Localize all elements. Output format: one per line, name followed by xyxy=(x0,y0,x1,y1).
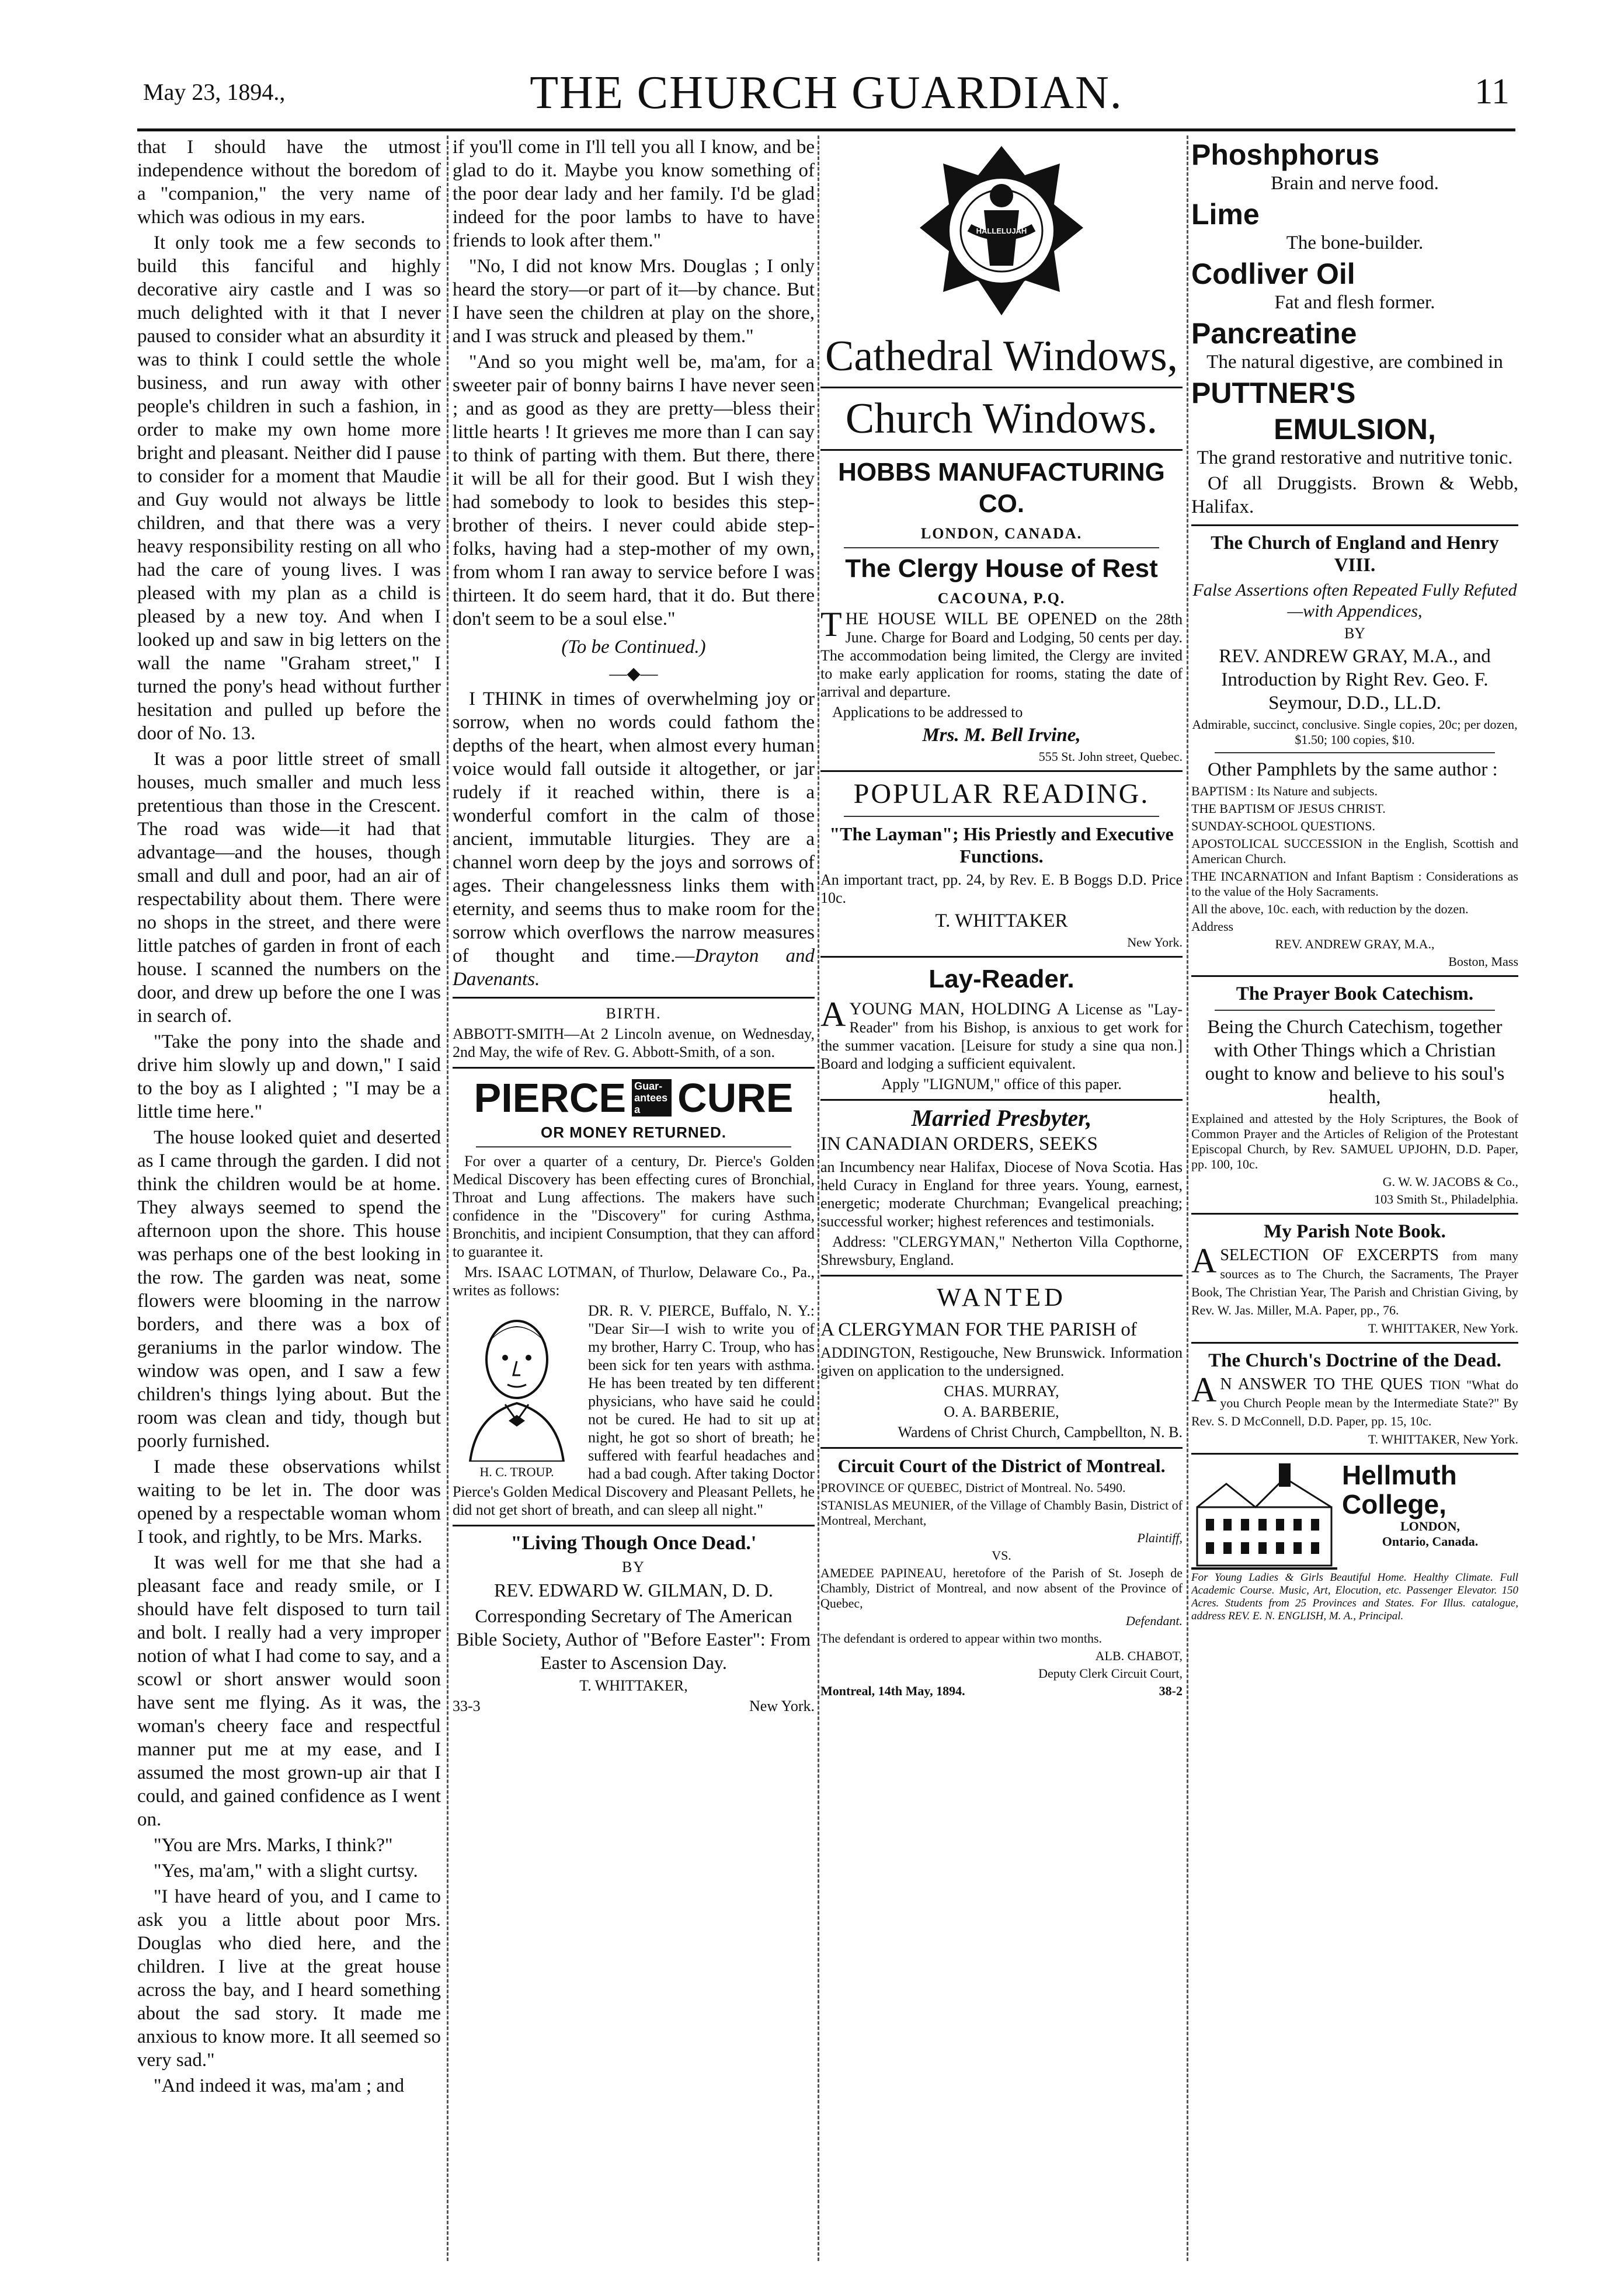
parish-head: SELECTION OF EXCERPTS xyxy=(1220,1246,1439,1264)
section-rule xyxy=(1191,1342,1518,1344)
to-be-continued: (To be Continued.) xyxy=(561,637,706,658)
court-province: PROVINCE OF QUEBEC, District of Montreal. No. 5490. xyxy=(820,1480,1126,1495)
pamphlet-item: THE INCARNATION and Infant Baptism : Considerations as to the value of the Holy Sacraments. xyxy=(1191,869,1518,899)
hellmuth-city: LONDON, xyxy=(1400,1519,1460,1533)
birth-heading: BIRTH. xyxy=(606,1005,662,1022)
lay-reader-title: Lay-Reader. xyxy=(929,965,1074,993)
story-paragraph: I made these observations whilst waiting to be let in. The door was opened by a respectable woman whom I took, and rightly, to be Mrs. Marks. xyxy=(137,1456,441,1547)
living-by: BY xyxy=(621,1559,646,1576)
newspaper-title: THE CHURCH GUARDIAN. xyxy=(530,67,1123,119)
wanted-title: WANTED xyxy=(937,1283,1066,1312)
lime-desc: The bone-builder. xyxy=(1286,232,1424,253)
story-paragraph: It was well for me that she had a pleasant face and ready smile, or I should have felt disposed to turn tail and bolt. I really had a very improper notion of what I had come to say, and a scowl or short answer would soon have sent me flying. As it was, the woman's cheery face and respectful manner put me at my ease, and I assumed the most grown-up air that I could, and gained confidence as I went on. xyxy=(137,1552,441,1830)
section-rule xyxy=(820,956,1183,958)
prayer-book-address: 103 Smith St., Philadelphia. xyxy=(1374,1192,1518,1206)
hobbs-manufacturing: HOBBS MANUFACTURING CO. xyxy=(838,458,1165,518)
section-rule xyxy=(844,816,1159,817)
court-plaintiff-label: Plaintiff, xyxy=(1137,1531,1183,1545)
cathedral-windows: Cathedral Windows, xyxy=(825,332,1178,380)
court-order: The defendant is ordered to appear within two months. xyxy=(820,1631,1103,1646)
pamphlet-item: BAPTISM : Its Nature and subjects. xyxy=(1191,784,1378,798)
wanted-body: ADDINGTON, Restigouche, New Brunswick. Information given on application to the undersigned. xyxy=(820,1344,1183,1379)
doctrine-title: The Church's Doctrine of the Dead. xyxy=(1208,1350,1501,1371)
masthead xyxy=(137,58,1515,131)
pierce-writer: Mrs. ISAAC LOTMAN, of Thurlow, Delaware Co., Pa., writes as follows: xyxy=(453,1264,815,1299)
layman-title: "The Layman"; His Priestly and Executive Functions. xyxy=(829,823,1174,867)
section-rule xyxy=(453,1067,815,1069)
parish-drop-cap: A xyxy=(1191,1241,1217,1280)
living-publisher: T. WHITTAKER, xyxy=(579,1677,688,1694)
column-story-part-2 xyxy=(453,135,815,2261)
clergy-contact-name: Mrs. M. Bell Irvine, xyxy=(922,725,1081,746)
man-portrait-icon xyxy=(453,1304,581,1462)
circuit-court-title: Circuit Court of the District of Montreal. xyxy=(837,1455,1166,1476)
section-rule xyxy=(1215,1010,1495,1011)
hellmuth-province: Ontario, Canada. xyxy=(1382,1534,1479,1549)
section-rule xyxy=(453,997,815,999)
layman-publisher: T. WHITTAKER xyxy=(935,910,1068,931)
cure-word: CURE xyxy=(677,1075,794,1121)
section-rule xyxy=(820,1447,1183,1449)
puttners-heading: PUTTNER'S xyxy=(1191,377,1356,409)
doctrine-body: TION "What do you Church People mean by the Intermediate State?" By Rev. S. D McConnell, D.D. Paper, pp. 15, 10c. xyxy=(1191,1378,1518,1428)
ornament-divider: —◆— xyxy=(609,664,658,683)
section-rule xyxy=(820,449,1183,451)
parish-notice xyxy=(1191,1241,1518,1319)
living-author: REV. EDWARD W. GILMAN, D. D. xyxy=(494,1580,773,1601)
codliver-heading: Codliver Oil xyxy=(1191,258,1355,290)
henry-viii-title: The Church of England and Henry VIII. xyxy=(1211,533,1499,576)
pamphlet-item: SUNDAY-SCHOOL QUESTIONS. xyxy=(1191,819,1375,833)
page-number: 11 xyxy=(1475,72,1510,112)
court-signature: ALB. CHABOT, xyxy=(1095,1648,1183,1663)
portrait-caption: H. C. TROUP. xyxy=(479,1465,554,1479)
henry-viii-by: BY xyxy=(1344,625,1366,642)
section-rule xyxy=(820,387,1183,388)
section-rule xyxy=(1191,524,1518,526)
column-story-part-1 xyxy=(137,135,441,2261)
married-presbyter-head: IN CANADIAN ORDERS, SEEKS xyxy=(820,1133,1098,1154)
section-rule xyxy=(1191,975,1518,977)
birth-notice: ABBOTT-SMITH—At 2 Lincoln avenue, on Wednesday, 2nd May, the wife of Rev. G. Abbott-Smith, of a son. xyxy=(453,1025,815,1060)
clergy-head: HE HOUSE WILL BE OPENED xyxy=(845,609,1097,628)
story-paragraph: It was a poor little street of small houses, much smaller and much less pretentious than those in the Crescent. The road was wide—it had that advantage—and the houses, though small and dull and poor, had an air of respectability about them. There were no shops in the street, and there were little patches of garden in front of each house. I scanned the numbers on the door, and drew up before the one I was in search of. xyxy=(137,749,441,1027)
doctrine-publisher: T. WHITTAKER, New York. xyxy=(1368,1432,1518,1446)
henry-viii-subtitle: False Assertions often Repeated Fully Refuted—with Appendices, xyxy=(1192,580,1517,621)
pierce-word: PIERCE xyxy=(474,1075,627,1121)
story-paragraph: "And so you might well be, ma'am, for a sweeter pair of bonny bairns I have never seen ; and as good as they are pretty—bless their little hearts ! It grieves me more than I can say to think of parting with them. But there, there it will be all for their good. But I wish they had somebody to look to besides this step-brother of theirs. I never could abide step-folks, having had a step-mother of my own, from whom I ran away to service before I was thirteen. It do seem hard, that it do. But there don't seem to be a soul else." xyxy=(453,352,815,630)
story-paragraph: "Yes, ma'am," with a slight curtsy. xyxy=(154,1860,418,1881)
court-defendant-label: Defendant. xyxy=(1125,1613,1183,1628)
story-paragraph: It only took me a few seconds to build this fanciful and highly decorative airy castle and I was so much delighted with it that I never paused to consider what an absurdity it was to think I could settle the whole business, and run away with other people's children in such a fashion, in order to make my own home more bright and pleasant. Neither did I pause to consider for a moment that Maudie and Guy would not always be little children, and that there was a very heavy responsibility resting on all who had the care of young lives. I was pleased with my plan as a child is pleased by a new toy. And when I looked up and saw in big letters on the wall the name "Graham street," I turned the pony's head without further hesitation and pulled up before the door of No. 13. xyxy=(137,232,441,744)
column-divider xyxy=(1187,135,1188,2261)
wanted-head: A CLERGYMAN FOR THE PARISH of xyxy=(820,1319,1137,1340)
pancreatine-desc: The natural digestive, are combined in xyxy=(1206,352,1503,373)
section-rule xyxy=(820,1275,1183,1277)
hellmuth-description: For Young Ladies & Girls Beautiful Home. Healthy Climate. Full Academic Course. Music, Art, Elocution, etc. Passenger Elevator. 150 Acres. Students from 25 Provinces and States. For Illus. catalogue, address REV. E. N. ENGLISH, M. A., Principal. xyxy=(1191,1571,1518,1622)
section-rule xyxy=(476,1146,791,1147)
layman-city: New York. xyxy=(1127,935,1183,950)
stained-glass-window-icon xyxy=(914,140,1089,327)
address-label: Address xyxy=(1191,919,1234,934)
liturgies-paragraph xyxy=(453,687,815,991)
section-rule xyxy=(820,770,1183,772)
emulsion-desc: The grand restorative and nutritive tonic. xyxy=(1197,447,1513,468)
parish-publisher: T. WHITTAKER, New York. xyxy=(1368,1321,1518,1336)
liturgies-text: in times of overwhelming joy or sorrow, when no words could fathom the depths of the heart, when almost every human voice would fall outside it altogether, or jar rudely if it reached within, there is a wonderful comfort in the calm of those ancient, immutable liturgies. They are a channel worn deep by the joys and sorrows of ages. Their changelessness links them with eternity, and seems thus to make room for the sorrow which overflows the narrow measures of thought and time.— xyxy=(453,688,815,966)
prayer-book-details: Explained and attested by the Holy Scriptures, the Book of Common Prayer and the Articles of Religion of the Protestant Episcopal Church, by Rev. SAMUEL UPJOHN, D.D. Paper, pp. 100, 10c. xyxy=(1191,1111,1518,1171)
living-title: "Living Though Once Dead.' xyxy=(510,1532,757,1554)
clergy-contact-address: 555 St. John street, Quebec. xyxy=(1038,749,1183,764)
section-rule xyxy=(1191,1453,1518,1455)
other-pamphlets: Other Pamphlets by the same author : xyxy=(1208,759,1498,780)
pamphlet-item: All the above, 10c. each, with reduction by the dozen. xyxy=(1191,902,1469,916)
section-rule xyxy=(1215,752,1495,753)
married-presbyter-body: an Incumbency near Halifax, Diocese of Nova Scotia. Has held Curacy in England for three years. Young, earnest, energetic; moderate Churchman; Evangelical preaching; successful worker; highest references and testimonials. xyxy=(820,1159,1183,1230)
pierce-subtitle: OR MONEY RETURNED. xyxy=(541,1124,726,1141)
clergy-body: on the 28th June. Charge for Board and Lodging, 50 cents per day. The accommodation being limited, the Clergy are invited to make early application for rooms, stating the date of arrival and departure. xyxy=(820,611,1183,700)
ad-code: 33-3 xyxy=(453,1698,481,1714)
prayer-book-title: The Prayer Book Catechism. xyxy=(1236,983,1474,1004)
stained-glass-logo xyxy=(820,140,1183,327)
ad-code: 38-2 xyxy=(1159,1684,1183,1698)
doctrine-head: N ANSWER TO THE QUES xyxy=(1220,1375,1423,1393)
doctrine-notice xyxy=(1191,1371,1518,1430)
address-name: REV. ANDREW GRAY, M.A., xyxy=(1275,937,1435,951)
story-paragraph: "You are Mrs. Marks, I think?" xyxy=(154,1835,393,1856)
college-building-icon xyxy=(1191,1460,1337,1571)
doctrine-drop-cap: A xyxy=(1191,1371,1217,1409)
section-rule xyxy=(844,547,1159,548)
druggists-line: Of all Druggists. Brown & Webb, Halifax. xyxy=(1191,473,1518,517)
wanted-signer-3: Wardens of Christ Church, Campbellton, N. B. xyxy=(898,1424,1183,1441)
emulsion-heading: EMULSION, xyxy=(1274,413,1436,446)
story-paragraph: that I should have the utmost independence without the boredom of a "companion," the very name of which was odious in my ears. xyxy=(137,137,441,228)
pamphlet-item: THE BAPTISM OF JESUS CHRIST. xyxy=(1191,801,1386,816)
layman-description: An important tract, pp. 24, by Rev. E. B Boggs D.D. Price 10c. xyxy=(820,871,1183,906)
hellmuth-ad xyxy=(1191,1460,1518,1623)
troup-portrait xyxy=(453,1304,581,1479)
pierce-intro: For over a quarter of a century, Dr. Pierce's Golden Medical Discovery has been effecting cures of Bronchial, Throat and Lung affections. The makers have such confidence in the "Discovery" for curing Asthma, Bronchitis, and incipient Consumption, that they can afford to guarantee it. xyxy=(453,1153,815,1260)
pierce-letter: DR. R. V. PIERCE, Buffalo, N. Y.: "Dear Sir—I wish to write you of my brother, Harry C. Troup, who has been sick for ten years with asthma. He has been treated by ten different physicians, who have said he could not be cured. He had to sit up at night, he got so short of breath; he suffered with fearful headaches and had a bad cough. After taking Doctor Pierce's Golden Medical Discovery and Pleasant Pellets, he did not get short of breath, and can sleep all night." xyxy=(453,1302,815,1518)
story-paragraph: "Take the pony into the shade and drive him slowly up and down," I said to the boy as I alighted ; "I may be a little time here." xyxy=(137,1031,441,1122)
clergy-drop-cap: T xyxy=(820,605,842,644)
wanted-signer-1: CHAS. MURRAY, xyxy=(944,1383,1059,1400)
column-divider xyxy=(818,135,819,2261)
clergy-house-title: The Clergy House of Rest xyxy=(845,554,1158,583)
parish-note-book-title: My Parish Note Book. xyxy=(1264,1221,1446,1242)
popular-reading: POPULAR READING. xyxy=(853,778,1150,809)
codliver-desc: Fat and flesh former. xyxy=(1274,292,1435,313)
wanted-signer-2: O. A. BARBERIE, xyxy=(944,1403,1059,1420)
liturgies-lead: I THINK xyxy=(469,688,543,710)
logo-banner-text: HALLELUJAH xyxy=(976,227,1027,235)
lime-heading: Lime xyxy=(1191,198,1260,231)
married-presbyter-title: Married Presbyter, xyxy=(911,1105,1092,1131)
story-paragraph: "And indeed it was, ma'am ; and xyxy=(154,2075,405,2096)
section-rule xyxy=(1191,1213,1518,1215)
lay-reader-body: License as "Lay-Reader" from his Bishop, is anxious to get work for the summer vacation. [Leisure for study a sine qua non.] Board and lodging a sufficient equivalent. xyxy=(820,1001,1183,1072)
living-description: Corresponding Secretary of The American Bible Society, Author of "Before Easter": From Easter to Ascension Day. xyxy=(456,1605,811,1673)
lay-reader-notice xyxy=(820,995,1183,1073)
hellmuth-title: Hellmuth College, xyxy=(1342,1460,1457,1519)
address-city: Boston, Mass xyxy=(1448,954,1518,969)
court-plaintiff: STANISLAS MEUNIER, of the Village of Chambly Basin, District of Montreal, Merchant, xyxy=(820,1498,1183,1528)
clergy-apply: Applications to be addressed to xyxy=(832,704,1023,721)
court-signature-title: Deputy Clerk Circuit Court, xyxy=(1038,1666,1183,1681)
cacouna: CACOUNA, P.Q. xyxy=(937,590,1066,607)
henry-viii-author: REV. ANDREW GRAY, M.A., and Introduction by Right Rev. Geo. F. Seymour, D.D., LL.D. xyxy=(1219,646,1491,714)
prayer-book-desc: Being the Church Catechism, together with Other Things which a Christian ought to know and believe to his soul's health, xyxy=(1205,1017,1505,1108)
column-advertisements-2 xyxy=(1191,135,1518,2261)
pamphlet-item: APOSTOLICAL SUCCESSION in the English, Scottish and American Church. xyxy=(1191,836,1518,866)
section-rule xyxy=(453,1525,815,1526)
married-presbyter-address: Address: "CLERGYMAN," Netherton Villa Copthorne, Shrewsbury, England. xyxy=(820,1233,1183,1268)
story-paragraph: The house looked quiet and deserted as I came through the garden. I did not think the children would be at home. They always seemed to spend the afternoon upon the shore. This house was perhaps one of the best looking in the row. The garden was neat, some flowers were blooming in the narrow borders, and there was a box of geraniums in the parlor window. The window was open, and I saw a few children's things lying about. But the room was clean and tidy, though but poorly furnished. xyxy=(137,1127,441,1452)
lay-reader-head: YOUNG MAN, HOLDING A xyxy=(849,999,1070,1018)
liturgies-source: Drayton and Davenants. xyxy=(453,945,815,990)
lay-reader-drop-cap: A xyxy=(820,995,846,1034)
lay-reader-apply: Apply "LIGNUM," office of this paper. xyxy=(881,1076,1122,1093)
story-paragraph: if you'll come in I'll tell you all I know, and be glad to do it. Maybe you know something of the poor dear lady and her family. I'd be glad indeed for the poor lambs to have to have friends to look after them." xyxy=(453,137,815,251)
phosphorus-desc: Brain and nerve food. xyxy=(1271,173,1439,194)
church-windows: Church Windows. xyxy=(845,395,1158,443)
pierce-ad-headline xyxy=(453,1074,815,1121)
prayer-book-publisher: G. W. W. JACOBS & Co., xyxy=(1382,1174,1518,1189)
hobbs-location: LONDON, CANADA. xyxy=(920,525,1083,542)
court-vs: VS. xyxy=(992,1548,1011,1563)
phosphorus-heading: Phoshphorus xyxy=(1191,138,1380,171)
story-paragraph: "I have heard of you, and I came to ask you a little about poor Mrs. Douglas who died here, and the children. I live at the great house across the bay, and I heard something about the sad story. It made me anxious to know more. It all seemed so very sad." xyxy=(137,1886,441,2071)
guarantees-badge: Guar-antees a xyxy=(632,1079,672,1117)
story-paragraph: "No, I did not know Mrs. Douglas ; I only heard the story—or part of it—by chance. But I have seen the children at play on the shore, and I was struck and pleased by them." xyxy=(453,256,815,347)
section-rule xyxy=(820,1099,1183,1101)
court-defendant: AMEDEE PAPINEAU, heretofore of the Parish of St. Joseph de Chambly, District of Montreal, and now absent of the Province of Quebec, xyxy=(820,1566,1183,1611)
court-date: Montreal, 14th May, 1894. xyxy=(820,1684,965,1698)
living-city: New York. xyxy=(749,1698,815,1714)
issue-date: May 23, 1894., xyxy=(143,79,286,105)
column-advertisements-1 xyxy=(820,135,1183,2261)
column-divider xyxy=(447,135,448,2261)
parish-body: from many sources as to The Church, the Sacraments, The Prayer Book, The Christian Year, The Parish and Christian Giving, by Rev. W. Jas. Miller, M.A. Paper, pp., 76. xyxy=(1191,1248,1518,1317)
pancreatine-heading: Pancreatine xyxy=(1191,317,1357,350)
henry-viii-price: Admirable, succinct, conclusive. Single copies, 20c; per dozen, $1.50; 100 copies, $10. xyxy=(1192,717,1518,747)
clergy-house-notice xyxy=(820,605,1183,701)
